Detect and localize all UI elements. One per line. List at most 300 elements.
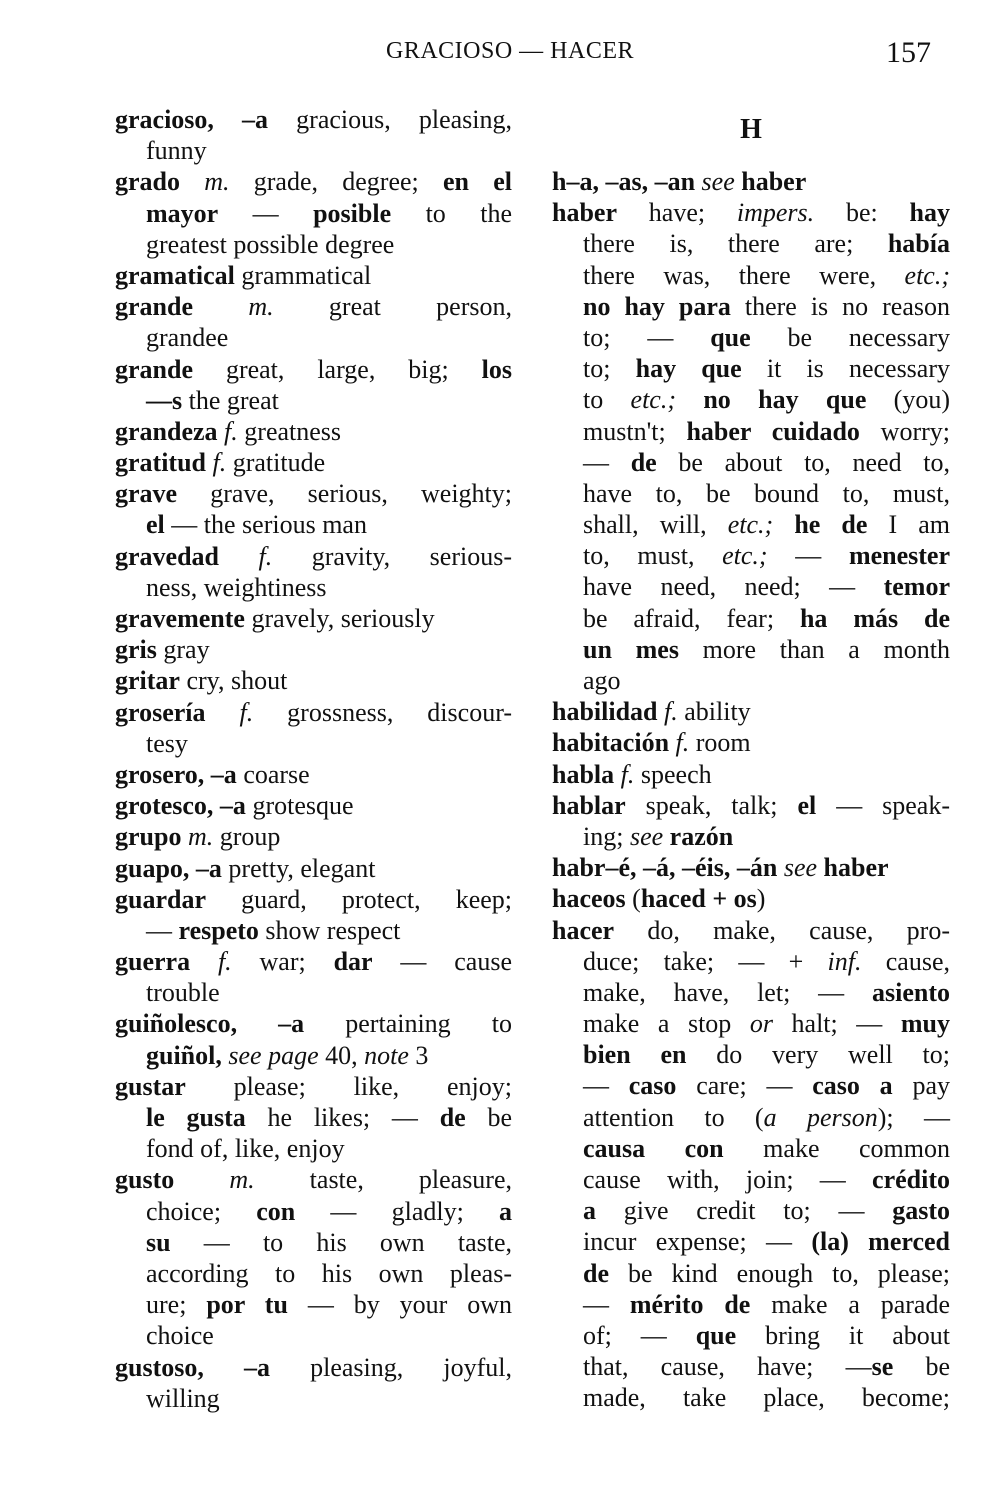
dictionary-entry — [115, 104, 512, 166]
dictionary-entry — [115, 884, 512, 946]
definition-text: grade, degree; — [229, 167, 443, 197]
entry-continuation-line — [552, 1351, 950, 1382]
definition-text: greatest possible degree — [146, 229, 395, 259]
spanish-term: de — [630, 447, 657, 477]
definition-text: attention to ( — [583, 1102, 764, 1132]
spanish-term: de — [439, 1103, 466, 1132]
italic-note: f. — [258, 541, 273, 571]
spanish-term: gramatical — [115, 260, 235, 290]
entry-continuation-line — [552, 1164, 950, 1195]
entry-headline — [115, 447, 512, 478]
entry-continuation-line — [552, 946, 950, 977]
spanish-term: hacer — [552, 915, 615, 945]
spanish-term: menester — [848, 541, 950, 571]
definition-text: cry, shout — [179, 666, 288, 696]
italic-note: or — [749, 1009, 773, 1039]
spanish-term: no hay para — [583, 291, 731, 321]
definition-text: pleasing, joyful, — [269, 1352, 512, 1382]
definition-text: be kind enough to, please; — [609, 1258, 950, 1288]
entry-continuation-line — [552, 1289, 950, 1320]
definition-text: mustn't; — [583, 416, 687, 446]
entry-headline — [552, 915, 950, 946]
spanish-term: —s — [146, 385, 183, 415]
definition-text: guard, protect, keep; — [206, 884, 512, 914]
spanish-term: guerra — [115, 947, 191, 977]
entry-continuation-line — [552, 603, 950, 634]
spanish-term: de — [583, 1258, 609, 1288]
entry-headline — [115, 603, 512, 634]
spanish-term: gusto — [115, 1165, 175, 1195]
definition-text: funny — [146, 136, 207, 166]
spanish-term: grande — [115, 292, 193, 322]
entry-headline — [552, 727, 950, 758]
definition-text: grandee — [146, 323, 229, 353]
entry-headline — [552, 197, 950, 228]
italic-note: f. — [239, 697, 254, 727]
definition-text: gravity, serious- — [272, 541, 512, 571]
spanish-term: haber cuidado — [686, 416, 860, 446]
italic-note: m. — [248, 292, 274, 322]
definition-text: grossness, discour- — [253, 697, 512, 727]
entry-continuation-line — [115, 1102, 512, 1133]
definition-text — [206, 698, 240, 727]
entry-continuation-line — [115, 198, 512, 229]
spanish-term: temor — [883, 572, 950, 602]
spanish-term: guapo, –a — [115, 853, 222, 883]
entry-continuation-line — [552, 384, 950, 415]
definition-text: choice; — [146, 1196, 257, 1226]
entry-continuation-line — [552, 1039, 950, 1070]
italic-note: f. — [224, 416, 238, 446]
spanish-term: bien en — [583, 1040, 687, 1070]
definition-text: ) — [756, 884, 766, 914]
definition-text — [190, 947, 218, 976]
italic-note: see — [701, 167, 735, 196]
dictionary-entry — [115, 759, 512, 790]
definition-text: ago — [583, 666, 621, 695]
spanish-term: a — [499, 1196, 512, 1226]
definition-text: ing; — [583, 821, 630, 851]
spanish-term: habilidad — [552, 697, 658, 727]
dictionary-entry — [552, 852, 950, 883]
definition-text: ability — [677, 697, 751, 727]
definition-text: gravely, seriously — [244, 604, 435, 633]
italic-note: f. — [664, 697, 678, 727]
italic-note: etc.; — [727, 510, 774, 540]
dictionary-entry — [115, 665, 512, 696]
definition-text — [773, 510, 794, 539]
dictionary-entry — [115, 291, 512, 353]
spanish-term: habitación — [552, 728, 670, 758]
entry-continuation-line — [552, 509, 950, 540]
definition-text: choice — [146, 1321, 214, 1351]
definition-text — [193, 292, 248, 321]
entry-continuation-line — [552, 322, 950, 353]
definition-text: be afraid, fear; — [583, 603, 800, 633]
definition-text: make, have, let; — — [583, 977, 872, 1007]
definition-text: I am — [867, 510, 951, 540]
entry-continuation-line — [552, 1320, 950, 1351]
definition-text: — the serious man — [164, 510, 367, 540]
entry-headline — [115, 166, 512, 197]
entry-continuation-line — [552, 1195, 950, 1226]
entry-headline — [115, 1352, 512, 1383]
spanish-term: grave — [115, 479, 178, 509]
spanish-term: se — [871, 1352, 894, 1382]
spanish-term: con — [256, 1196, 296, 1226]
dictionary-entry — [115, 946, 512, 1008]
entry-continuation-line — [552, 1226, 950, 1257]
entry-headline — [115, 416, 512, 447]
entry-continuation-line — [115, 1133, 512, 1164]
spanish-term: gustoso, –a — [115, 1352, 270, 1382]
running-header: GRACIOSO — HACER — [386, 38, 635, 64]
dictionary-entry — [115, 853, 512, 884]
entry-continuation-line — [552, 447, 950, 478]
spanish-term: (la) merced — [811, 1227, 950, 1257]
dictionary-entry — [552, 883, 950, 914]
definition-text: great, large, big; — [193, 354, 482, 384]
spanish-term: gravedad — [115, 541, 219, 571]
spanish-term: por tu — [206, 1290, 288, 1320]
entry-headline — [115, 1071, 512, 1102]
entry-headline — [115, 634, 512, 665]
definition-text: care; — — [676, 1071, 813, 1101]
entry-headline — [552, 852, 950, 883]
definition-text: — to his own taste, — [170, 1227, 512, 1257]
definition-text: great person, — [273, 292, 512, 322]
definition-text: to; — [583, 354, 636, 384]
dictionary-entry — [115, 1164, 512, 1351]
entry-headline — [115, 478, 512, 509]
definition-text: — — [146, 915, 179, 945]
entry-headline — [552, 790, 950, 821]
definition-text: — — [583, 1289, 630, 1319]
entry-continuation-line — [115, 1227, 512, 1258]
definition-text: worry; — [859, 416, 950, 446]
spanish-term: posible — [313, 198, 392, 228]
italic-note: see — [629, 821, 664, 851]
dictionary-entry — [115, 416, 512, 447]
dictionary-entry — [115, 1071, 512, 1165]
entry-continuation-line — [115, 572, 512, 603]
definition-text: — — [767, 541, 849, 571]
entry-continuation-line — [115, 1196, 512, 1227]
entry-continuation-line — [552, 634, 950, 665]
definition-text: shall, will, — [583, 510, 728, 540]
italic-note: see — [783, 853, 818, 883]
entry-continuation-line — [115, 322, 512, 353]
definition-text: grammatical — [234, 260, 372, 290]
definition-text: grave, serious, weighty; — [177, 479, 512, 509]
definition-text: make a parade — [750, 1289, 951, 1319]
definition-text: be about to, need to, — [656, 447, 950, 477]
entry-continuation-line — [115, 135, 512, 166]
spanish-term: haced + os — [640, 884, 757, 914]
entry-headline — [115, 1164, 512, 1195]
definition-text: show respect — [258, 915, 401, 945]
left-column — [115, 104, 512, 1414]
definition-text: be: — [814, 198, 910, 228]
definition-text: ( — [625, 884, 641, 914]
definition-text: incur expense; — — [583, 1227, 812, 1257]
definition-text: gray — [156, 635, 210, 665]
definition-text: — — [583, 447, 631, 477]
right-column — [552, 166, 950, 1414]
definition-text: gracious, pleasing, — [268, 105, 513, 134]
entry-headline — [115, 541, 512, 572]
definition-text: be — [893, 1352, 950, 1382]
entry-headline — [552, 696, 950, 727]
definition-text: ure; — [146, 1290, 207, 1320]
definition-text: 3 — [408, 1040, 429, 1070]
spanish-term: gravemente — [115, 604, 245, 633]
entry-headline — [115, 946, 512, 977]
entry-continuation-line — [115, 977, 512, 1008]
definition-text: coarse — [236, 759, 310, 789]
definition-text: greatness — [237, 416, 342, 446]
spanish-term: caso — [628, 1071, 677, 1101]
italic-note: inf. — [827, 946, 862, 976]
entry-continuation-line — [115, 1040, 512, 1071]
definition-text: make common — [723, 1133, 950, 1163]
italic-note: f. — [675, 728, 690, 758]
definition-text: more than a month — [678, 634, 950, 664]
spanish-term: grosero, –a — [115, 759, 237, 789]
spanish-term: el — [146, 510, 165, 540]
entry-continuation-line — [552, 821, 950, 852]
spanish-term: había — [887, 229, 950, 259]
entry-headline — [552, 883, 950, 914]
entry-continuation-line — [115, 915, 512, 946]
definition-text: bring it about — [736, 1320, 950, 1350]
spanish-term: que — [710, 322, 751, 352]
definition-text: — gladly; — [295, 1196, 499, 1226]
definition-text: — speak- — [816, 790, 950, 820]
page-number: 157 — [886, 36, 931, 69]
entry-continuation-line — [115, 728, 512, 759]
dictionary-entry — [552, 915, 950, 1414]
spanish-term: dar — [333, 947, 373, 977]
definition-text: have need, need; — — [583, 572, 884, 602]
spanish-term: muy — [900, 1009, 950, 1039]
spanish-term: hay que — [635, 354, 742, 384]
dictionary-entry — [552, 759, 950, 790]
entry-headline — [115, 104, 512, 135]
dictionary-entry — [115, 1352, 512, 1414]
spanish-term: los — [481, 354, 512, 384]
spanish-term: mayor — [146, 198, 219, 228]
entry-continuation-line — [552, 1070, 950, 1101]
spanish-term: h–a, –as, –an — [552, 167, 696, 196]
entry-continuation-line — [552, 1133, 950, 1164]
definition-text: do very well to; — [686, 1040, 950, 1070]
spanish-term: grande — [115, 354, 193, 384]
definition-text: fond of, like, enjoy — [146, 1134, 345, 1164]
italic-note: m. — [204, 167, 230, 197]
definition-text: pretty, elegant — [221, 853, 376, 883]
entry-headline — [552, 759, 950, 790]
definition-text — [676, 385, 703, 414]
definition-text: — — [218, 198, 314, 228]
entry-continuation-line — [552, 540, 950, 571]
entry-headline — [115, 1008, 512, 1039]
spanish-term: haber — [552, 198, 617, 228]
italic-note: m. — [229, 1165, 255, 1195]
spanish-term: gracioso, –a — [115, 105, 269, 134]
definition-text: of; — — [583, 1320, 696, 1350]
definition-text: to; — — [583, 322, 711, 352]
entry-continuation-line — [115, 509, 512, 540]
definition-text: duce; take; — + — [583, 946, 828, 976]
definition-text: it is necessary — [741, 354, 950, 384]
italic-note: f. — [217, 947, 232, 977]
entry-continuation-line — [115, 385, 512, 416]
entry-continuation-line — [552, 478, 950, 509]
definition-text: cause with, join; — — [583, 1165, 873, 1194]
spanish-term: guiñolesco, –a — [115, 1009, 305, 1039]
dictionary-entry — [552, 696, 950, 727]
spanish-term: un mes — [583, 634, 679, 664]
dictionary-entry — [115, 447, 512, 478]
entry-headline — [115, 665, 512, 696]
dictionary-entry — [115, 260, 512, 291]
spanish-term: gris — [115, 635, 157, 665]
italic-note: note — [364, 1040, 409, 1070]
entry-continuation-line — [552, 353, 950, 384]
entry-headline — [115, 260, 512, 291]
definition-text: do, make, cause, pro- — [614, 915, 950, 945]
spanish-term: razón — [669, 821, 734, 851]
spanish-term: caso a — [812, 1071, 893, 1101]
entry-headline — [552, 166, 950, 197]
dictionary-entry — [115, 166, 512, 260]
spanish-term: he de — [794, 510, 868, 540]
definition-text: room — [689, 728, 751, 758]
italic-note: f. — [212, 448, 227, 478]
definition-text: halt; — — [772, 1009, 901, 1039]
spanish-term: guiñol, — [146, 1040, 222, 1070]
dictionary-entry — [115, 634, 512, 665]
italic-note: etc.; — [722, 541, 768, 571]
entry-continuation-line — [552, 977, 950, 1008]
definition-text: taste, pleasure, — [254, 1165, 513, 1195]
entry-continuation-line — [552, 1382, 950, 1413]
dictionary-entry — [115, 821, 512, 852]
spanish-term: crédito — [872, 1165, 950, 1194]
spanish-term: grupo — [115, 822, 182, 852]
definition-text: trouble — [146, 978, 220, 1008]
italic-note: a person — [763, 1102, 878, 1132]
spanish-term: hablar — [552, 790, 626, 820]
definition-text: to the — [391, 198, 512, 228]
definition-text: speak, talk; — [625, 790, 798, 820]
spanish-term: grosería — [115, 697, 206, 727]
dictionary-entry — [115, 1008, 512, 1070]
entry-headline — [115, 759, 512, 790]
definition-text: there is, there are; — [583, 229, 888, 259]
spanish-term: mérito de — [629, 1289, 751, 1319]
entry-continuation-line — [552, 291, 950, 322]
dictionary-entry — [115, 541, 512, 603]
italic-note: see page — [228, 1040, 319, 1070]
dictionary-entry — [552, 727, 950, 758]
definition-text: ); — — [877, 1102, 950, 1132]
spanish-term: gritar — [115, 666, 180, 696]
entry-headline — [115, 354, 512, 385]
spanish-term: haceos — [552, 884, 626, 914]
spanish-term: a — [583, 1196, 596, 1226]
spanish-term: le gusta — [146, 1103, 246, 1132]
definition-text: gratitude — [226, 448, 326, 478]
spanish-term: causa con — [583, 1133, 724, 1163]
definition-text: cause, — [861, 946, 950, 976]
entry-continuation-line — [552, 260, 950, 291]
definition-text: there is no reason — [730, 291, 950, 321]
entry-continuation-line — [115, 1320, 512, 1351]
dictionary-entry — [552, 790, 950, 852]
entry-continuation-line — [552, 1102, 950, 1133]
spanish-term: habr–é, –á, –éis, –án — [552, 853, 778, 883]
definition-text: pertaining to — [304, 1009, 512, 1039]
spanish-term: grandeza — [115, 416, 218, 446]
dictionary-entry — [115, 603, 512, 634]
spanish-term: gratitud — [115, 448, 206, 478]
definition-text: the great — [182, 385, 279, 415]
spanish-term: que — [695, 1320, 737, 1350]
definition-text: made, take place, become; — [583, 1383, 950, 1413]
entry-continuation-line — [552, 416, 950, 447]
definition-text: give credit to; — — [596, 1196, 893, 1226]
spanish-term: el — [797, 790, 817, 820]
spanish-term: asiento — [872, 977, 950, 1007]
entry-continuation-line — [115, 1258, 512, 1289]
spanish-term: no hay que — [703, 385, 867, 415]
spanish-term: gustar — [115, 1071, 186, 1101]
spanish-term: respeto — [178, 915, 259, 945]
definition-text: — cause — [372, 947, 512, 977]
italic-note: impers. — [736, 198, 815, 228]
definition-text: (you) — [866, 385, 950, 415]
entry-continuation-line — [115, 1383, 512, 1414]
definition-text: have to, be bound to, must, — [583, 478, 950, 508]
entry-continuation-line — [552, 1008, 950, 1039]
spanish-term: guardar — [115, 884, 206, 914]
definition-text — [180, 167, 204, 196]
spanish-term: grotesco, –a — [115, 791, 246, 821]
definition-text: — by your own — [287, 1290, 512, 1320]
definition-text: make a stop — [583, 1009, 750, 1039]
entry-headline — [115, 697, 512, 728]
section-letter-heading: H — [740, 114, 762, 145]
definition-text: ness, weightiness — [146, 572, 327, 602]
definition-text — [174, 1165, 229, 1194]
entry-continuation-line — [552, 1258, 950, 1289]
italic-note: etc.; — [904, 260, 950, 290]
spanish-term: habla — [552, 759, 615, 789]
definition-text: group — [213, 822, 281, 852]
definition-text: that, cause, have; — — [583, 1352, 872, 1382]
spanish-term: hay — [909, 198, 950, 228]
definition-text: be necessary — [750, 322, 950, 352]
spanish-term: en el — [443, 167, 513, 197]
entry-headline — [115, 853, 512, 884]
spanish-term: grado — [115, 167, 180, 197]
entry-headline — [115, 790, 512, 821]
entry-continuation-line — [552, 665, 950, 696]
definition-text: please; like, enjoy; — [185, 1071, 512, 1101]
italic-note: etc.; — [630, 385, 677, 415]
